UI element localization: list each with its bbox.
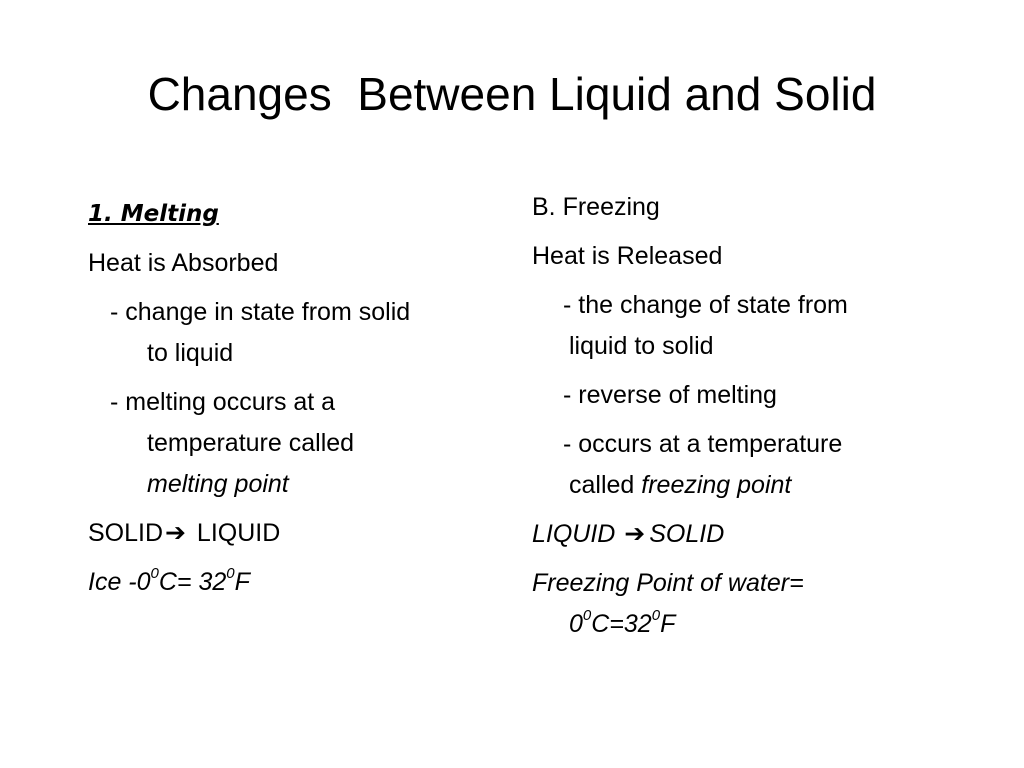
degree-superscript: 0 [651, 606, 661, 624]
freezing-bullet-3 [532, 424, 992, 506]
ice-temp-mid: C= 32 [158, 568, 227, 596]
right-arrow-icon: ➔ [624, 520, 646, 548]
freezing-bullet-3-line-2 [532, 465, 992, 506]
freezing-temp-prefix: 0 [569, 610, 583, 638]
equation-to: LIQUID [189, 519, 281, 547]
degree-superscript: 0 [150, 564, 159, 582]
freezing-temp-mid: C=32 [591, 610, 652, 638]
freezing-point-water-line-1: Freezing Point of water= [532, 569, 804, 597]
freezing-bullet-3-line-1: - occurs at a temperature [563, 430, 843, 458]
slide-title: Changes Between Liquid and Solid [147, 68, 877, 120]
degree-superscript: 0 [226, 564, 235, 582]
melting-bullet-2-line-1: - melting occurs at a [110, 388, 336, 416]
melting-bullet-1-line-2: to liquid [147, 339, 234, 367]
freezing-bullet-2 [532, 375, 992, 416]
freezing-bullet-1-line-2: liquid to solid [569, 332, 714, 360]
ice-temp-prefix: Ice -0 [88, 568, 151, 596]
equation-to: SOLID [649, 520, 725, 548]
called-text: called [569, 471, 642, 499]
degree-superscript: 0 [582, 606, 592, 624]
freezing-temp-suffix: F [660, 610, 676, 638]
equation-from: SOLID [88, 519, 164, 547]
melting-heading: 1. Melting [88, 201, 219, 227]
melting-bullet-1 [88, 292, 508, 374]
ice-temp-suffix: F [234, 568, 250, 596]
freezing-heading: B. Freezing [532, 193, 660, 221]
freezing-bullet-1 [532, 285, 992, 367]
freezing-bullet-1-line-1: - the change of state from [563, 291, 848, 319]
ice-temperature [88, 562, 508, 603]
freezing-equation [532, 514, 992, 555]
melting-bullet-2-line-2: temperature called [147, 429, 355, 457]
freezing-point-water [532, 563, 992, 645]
melting-column [88, 194, 508, 611]
melting-bullet-1-line-1: - change in state from solid [110, 298, 411, 326]
freezing-point-water-line-2 [532, 604, 992, 645]
freezing-column [532, 187, 992, 653]
freezing-bullet-2-line-1: - reverse of melting [563, 381, 777, 409]
melting-heat-text: Heat is Absorbed [88, 249, 279, 277]
freezing-point-term: freezing point [641, 471, 792, 499]
melting-equation [88, 513, 508, 554]
melting-bullet-2 [88, 382, 508, 505]
equation-from: LIQUID [532, 520, 623, 548]
freezing-heat-text: Heat is Released [532, 242, 723, 270]
melting-point-term: melting point [147, 470, 289, 498]
right-arrow-icon: ➔ [165, 519, 186, 547]
